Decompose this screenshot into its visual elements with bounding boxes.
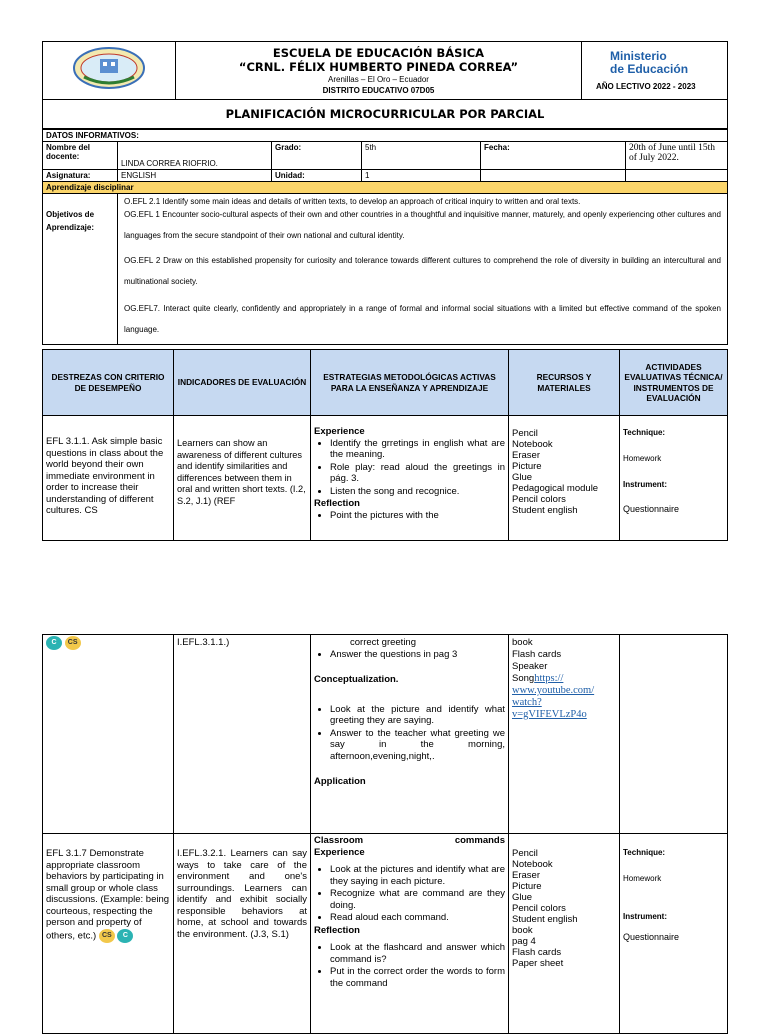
grade-value: 5th xyxy=(362,142,481,170)
resource-item: Pedagogical module xyxy=(512,483,599,494)
experience-label-2: Experience xyxy=(314,846,365,858)
list-item: • Put in the correct order the words to form the command xyxy=(330,966,505,989)
resource-item: Eraser xyxy=(512,870,540,881)
reflection-label: Reflection xyxy=(314,498,360,509)
objective-2: OG.EFL 1 Encounter socio-cultural aspects of their own and other countries in a thoughtful and inquisitive manner, maturely, and openly experiencing other cultures and languages from the secure standpoint of their own national and cultural identity. xyxy=(124,210,721,240)
youtube-link[interactable]: https:// www.youtube.com/ watch? v=gVIFEVLzP4o xyxy=(512,673,595,720)
objectives-label: Objetivos de Aprendizaje: xyxy=(43,194,118,345)
resource-item: Notebook xyxy=(512,439,553,450)
resources-cont-cell xyxy=(509,635,620,834)
date-label: Fecha: xyxy=(481,142,626,170)
subject-value: ENGLISH xyxy=(118,170,272,182)
date-value: 20th of June until 15th of July 2022. xyxy=(626,142,728,170)
resource-item: Eraser xyxy=(512,450,540,461)
badges-cell xyxy=(43,635,174,834)
resource-item: Pencil colors xyxy=(512,903,566,914)
list-item: • Answer to the teacher what greeting we say in the morning, afternoon,evening,night,. xyxy=(330,728,505,763)
indicator-cell: Learners can show an awareness of different cultures and identify similarities and differences between them in oral and written short texts. (I.2, S.2, J.1) (REF xyxy=(174,416,311,541)
resource-item: Pencil xyxy=(512,428,538,439)
document-header xyxy=(42,41,728,100)
evaluation-cell-2 xyxy=(620,834,728,1034)
col-indicators-header: INDICADORES DE EVALUACIÓN xyxy=(174,350,311,416)
list-item: • Read aloud each command. xyxy=(330,912,505,924)
objective-1: O.EFL 2.1 Identify some main ideas and details of written texts, to develop an approach of critical inquiry to written and oral texts. xyxy=(124,197,581,206)
unit-value: 1 xyxy=(362,170,481,182)
technique-label: Technique: xyxy=(623,428,666,437)
technique-value: Homework xyxy=(623,454,662,463)
ministry-line2: de Educación xyxy=(610,61,689,76)
resource-item: Speaker xyxy=(512,661,548,672)
experience-label: Experience xyxy=(314,426,365,437)
ministry-cell xyxy=(582,42,728,100)
school-name: ESCUELA DE EDUCACIÓN BÁSICA xyxy=(272,45,485,60)
grade-label: Grado: xyxy=(272,142,362,170)
resource-item: Pencil colors xyxy=(512,494,566,505)
commands-title: Classroom commands xyxy=(314,835,505,846)
resource-item: Student english xyxy=(512,505,578,516)
reflection-cont-first: correct greeting xyxy=(350,637,417,648)
resource-item: Glue xyxy=(512,472,533,483)
ministry-line1: Ministerio xyxy=(610,48,667,63)
list-item: • Listen the song and recognice. xyxy=(330,486,505,498)
list-item: • Answer the questions in pag 3 xyxy=(330,649,505,661)
resource-item: Notebook xyxy=(512,859,553,870)
resource-item: Picture xyxy=(512,461,542,472)
cs-badge-icon: CS xyxy=(99,929,115,943)
song-label: Song xyxy=(512,673,535,684)
resource-item: Glue xyxy=(512,892,533,903)
objectives-cell xyxy=(118,194,728,345)
reflection-label-2: Reflection xyxy=(314,924,360,936)
c-badge-icon: C xyxy=(117,929,133,943)
teacher-name: LINDA CORREA RIOFRIO. xyxy=(118,142,272,170)
school-info-cell xyxy=(176,42,582,100)
conceptualization-list xyxy=(314,704,505,763)
resource-item: pag 4 xyxy=(512,936,536,947)
col-strategies-header: ESTRATEGIAS METODOLÓGICAS ACTIVAS PARA LA ENSEÑANZA Y APRENDIZAJE xyxy=(311,350,509,416)
instrument-value: Questionnaire xyxy=(623,504,680,514)
learning-header: Aprendizaje disciplinar xyxy=(43,182,728,194)
experience-list-2 xyxy=(314,864,505,924)
reflection-cont-list xyxy=(314,649,505,661)
resource-item: book xyxy=(512,925,533,936)
technique-label-2: Technique: xyxy=(623,848,666,857)
song-link-block xyxy=(512,673,616,721)
indicator-cont-cell: I.EFL.3.1.1.) xyxy=(174,635,311,834)
subject-label: Asignatura: xyxy=(43,170,118,182)
col-skills-header: DESTREZAS CON CRITERIO DE DESEMPEÑO xyxy=(43,350,174,416)
skill-cell: EFL 3.1.1. Ask simple basic questions in class about the world beyond their own immediate environment in order to increase their understanding of different cultures. CS xyxy=(43,416,174,541)
cs-badge-icon: CS xyxy=(65,636,81,650)
resources-cell xyxy=(509,416,620,541)
skill-text-2: EFL 3.1.7 Demonstrate appropriate classroom behaviors by participating in small group or whole class discussions. (Example: being courteous, respecting the person and property of others, etc.) xyxy=(46,848,170,942)
empty-cell xyxy=(481,170,626,182)
list-item: • Look at the flashcard and answer which command is? xyxy=(330,942,505,965)
skill-cell-2 xyxy=(43,834,174,1034)
application-label: Application xyxy=(314,776,366,787)
objective-3: OG.EFL 2 Draw on this established propensity for curiosity and tolerance towards different cultures to comprehend the role of diversity in building an intercultural and multinational society. xyxy=(124,256,721,286)
unit-label: Unidad: xyxy=(272,170,362,182)
list-item: • Role play: read aloud the greetings in pág. 3. xyxy=(330,462,505,485)
info-grid xyxy=(42,129,728,345)
info-header: DATOS INFORMATIVOS: xyxy=(43,130,728,142)
list-item: • Look at the pictures and identify what are they saying in each picture. xyxy=(330,864,505,887)
list-item: • Look at the picture and identify what greeting they are saying. xyxy=(330,704,505,727)
strategies-cell xyxy=(311,416,509,541)
evaluation-cell xyxy=(620,416,728,541)
experience-list xyxy=(314,438,505,498)
resource-item: book xyxy=(512,637,533,648)
instrument-value-2: Questionnaire xyxy=(623,932,680,942)
reflection-list-2 xyxy=(314,942,505,989)
evaluation-cont-cell xyxy=(620,635,728,834)
objective-4: OG.EFL7. Interact quite clearly, confidently and appropriately in a range of formal and informal social situations with a limited but effective command of the spoken language. xyxy=(124,304,721,334)
school-district: DISTRITO EDUCATIVO 07D05 xyxy=(322,85,435,95)
resource-item: Paper sheet xyxy=(512,958,564,969)
strategies-cont-cell xyxy=(311,635,509,834)
plan-table-page1 xyxy=(42,349,728,541)
strategies-cell-2 xyxy=(311,834,509,1034)
resource-item: Flash cards xyxy=(512,649,562,660)
resource-item: Picture xyxy=(512,881,542,892)
plan-title: PLANIFICACIÓN MICROCURRICULAR POR PARCIAL xyxy=(42,100,728,129)
col-resources-header: RECURSOS Y MATERIALES xyxy=(509,350,620,416)
indicator-cell-2: I.EFL.3.2.1. Learners can say ways to take care of the environment and one's surroundings. Learners can identify and exhibit socially responsible behaviors at home, at school and towards the environment. (J.3, S.1) xyxy=(174,834,311,1034)
list-item: • Identify the grretings in english what are the meaning. xyxy=(330,438,505,461)
empty-cell xyxy=(626,170,728,182)
technique-value-2: Homework xyxy=(623,874,662,883)
reflection-list xyxy=(314,510,505,522)
conceptualization-label: Conceptualization. xyxy=(314,674,399,685)
school-location: Arenillas – El Oro – Ecuador xyxy=(328,74,429,84)
instrument-label: Instrument: xyxy=(623,480,667,489)
school-full-name: “CRNL. FÉLIX HUMBERTO PINEDA CORREA” xyxy=(238,59,519,74)
school-logo xyxy=(70,45,148,91)
plan-table-page2 xyxy=(42,634,728,1034)
instrument-label-2: Instrument: xyxy=(623,912,667,921)
c-badge-icon: C xyxy=(46,636,62,650)
school-logo-cell xyxy=(43,42,176,100)
school-year: AÑO LECTIVO 2022 - 2023 xyxy=(596,81,696,91)
teacher-label: Nombre del docente: xyxy=(43,142,118,170)
resource-item: Flash cards xyxy=(512,947,562,958)
list-item: • Recognize what are command are they doing. xyxy=(330,888,505,911)
resources-cell-2 xyxy=(509,834,620,1034)
col-activities-header: ACTIVIDADES EVALUATIVAS TÉCNICA/ INSTRUMENTOS DE EVALUACIÓN xyxy=(620,350,728,416)
list-item: • Point the pictures with the xyxy=(330,510,505,522)
resource-item: Student english xyxy=(512,914,578,925)
resource-item: Pencil xyxy=(512,848,538,859)
